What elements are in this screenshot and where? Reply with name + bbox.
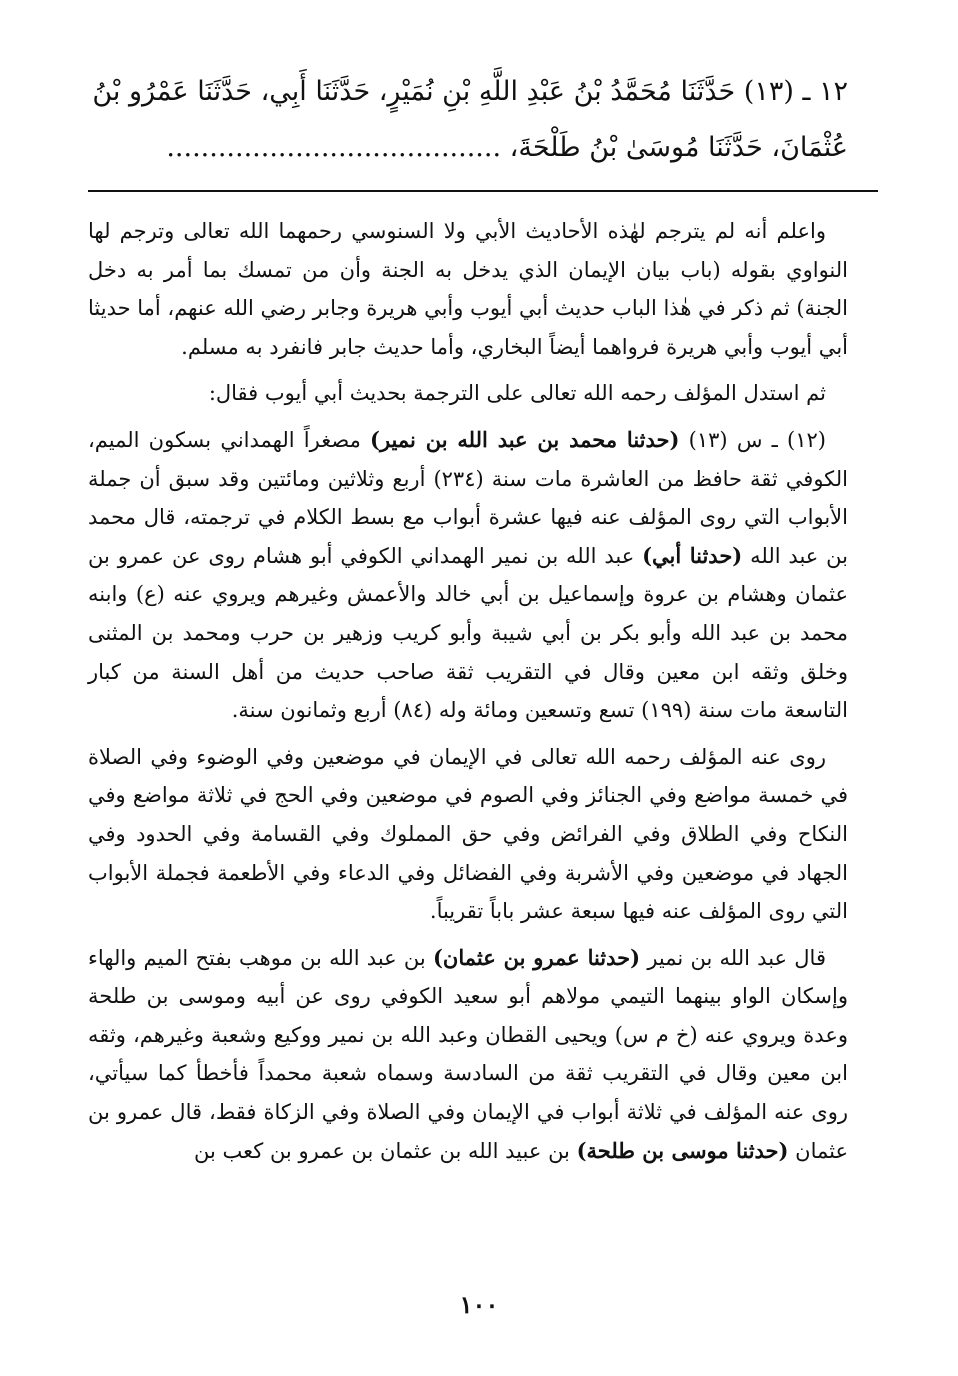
paragraph-text: بن عبد الله بن موهب بفتح الميم والهاء وإسكان الواو بينهما التيمي مولاهم أبو سعيد الكوفي روى عن أبيه وموسى بن طلحة وعدة ويروي عنه (خ م س) ويحيى القطان وعبد الله بن نمير ووكيع وشعبة وغيرهم، وثقه ابن معين وقال في التقريب ثقة من السادسة وسماه شعبة محمداً فأخطأ كما سيأتي، روى عنه المؤلف في ثلاثة أبواب في الإيمان وفي الصلاة وفي الزكاة فقط، قال عمرو بن عثمان	[88, 945, 848, 1163]
paragraph-narrator-ibn-numayr	[88, 421, 848, 730]
paragraph-text: مصغراً الهمداني بسكون الميم، الكوفي ثقة حافظ من العاشرة مات سنة (٢٣٤) أربع وثلاثين ومائتين وقد سبق أن جملة الأبواب التي روى المؤلف عنه فيها عشرة أبواب مع بسط الكلام في ترجمته، قال محمد بن عبد الله	[88, 427, 848, 568]
bold-quote: (حدثنا موسى بن طلحة)	[576, 1137, 789, 1163]
paragraph-text: عبد الله بن نمير الهمداني الكوفي أبو هشام روى عن عمرو بن عثمان وهشام بن عروة وإسماعيل بن أبي خالد والأعمش وغيرهم ويروي عنه (ع) وابنه محمد بن عبد الله وأبو بكر بن أبي شيبة وأبو كريب وزهير بن حرب ومحمد بن المثنى وخلق وثقه ابن معين وقال في التقريب ثقة صاحب حديث من أهل السنة من كبار التاسعة مات سنة (١٩٩) تسع وتسعين ومائة وله (٨٤) أربع وثمانون سنة.	[88, 543, 848, 723]
paragraph-text: قال عبد الله بن نمير	[640, 945, 826, 970]
paragraph-chapters: روى عنه المؤلف رحمه الله تعالى في الإيمان في موضعين وفي الوضوء وفي الصلاة في خمسة مواضع وفي الجنائز وفي الصوم في موضعين وفي الحج في ثلاثة مواضع وفي النكاح وفي الطلاق وفي الفرائض وفي حق المملوك وفي القسامة وفي الحدود وفي الجهاد في موضعين وفي الأشربة وفي الفضائل وفي الدعاء وفي الأطعمة فجملة الأبواب التي روى المؤلف عنه فيها سبعة عشر باباً تقريباً.	[88, 744, 848, 924]
bold-quote: (حدثنا عمرو بن عثمان)	[432, 944, 641, 970]
hadith-text	[88, 64, 848, 176]
paragraph-text: بن عبيد الله بن عثمان بن عمرو بن كعب بن	[194, 1138, 577, 1163]
hadith-line-1: ١٢ ـ (١٣) حَدَّثَنَا مُحَمَّدُ بْنُ عَبْدِ اللَّهِ بْنِ نُمَيْرٍ، حَدَّثَنَا أَبِي، حَدَّثَنَا عَمْرُو بْنُ	[92, 76, 848, 107]
paragraph-text: (١٢) ـ س (١٣)	[679, 427, 826, 452]
bold-quote: (حدثنا أبي)	[642, 542, 743, 568]
paragraph-narrator-amr	[88, 939, 848, 1171]
commentary	[88, 212, 848, 1178]
page-number: ١٠٠	[459, 1290, 499, 1319]
separator-line	[88, 190, 878, 192]
paragraph-intro: واعلم أنه لم يترجم لهٰذه الأحاديث الأبي ولا السنوسي رحمهما الله تعالى وترجم لها النواوي بقوله (باب بيان الإيمان الذي يدخل به الجنة وأن من تمسك بما أمر به دخل الجنة) ثم ذكر في هٰذا الباب حديث أبي أيوب وأبي هريرة وجابر رضي الله عنهم، أما حديثا أبي أيوب وأبي هريرة فرواهما أيضاً البخاري، وأما حديث جابر فانفرد به مسلم.	[88, 219, 848, 359]
paragraph-transition: ثم استدل المؤلف رحمه الله تعالى على الترجمة بحديث أبي أيوب فقال:	[208, 381, 826, 406]
bold-quote: (حدثنا محمد بن عبد الله بن نمير)	[370, 426, 680, 452]
hadith-line-2: عُثْمَانَ، حَدَّثَنَا مُوسَىٰ بْنُ طَلْحَةَ، .......................................	[166, 132, 848, 163]
